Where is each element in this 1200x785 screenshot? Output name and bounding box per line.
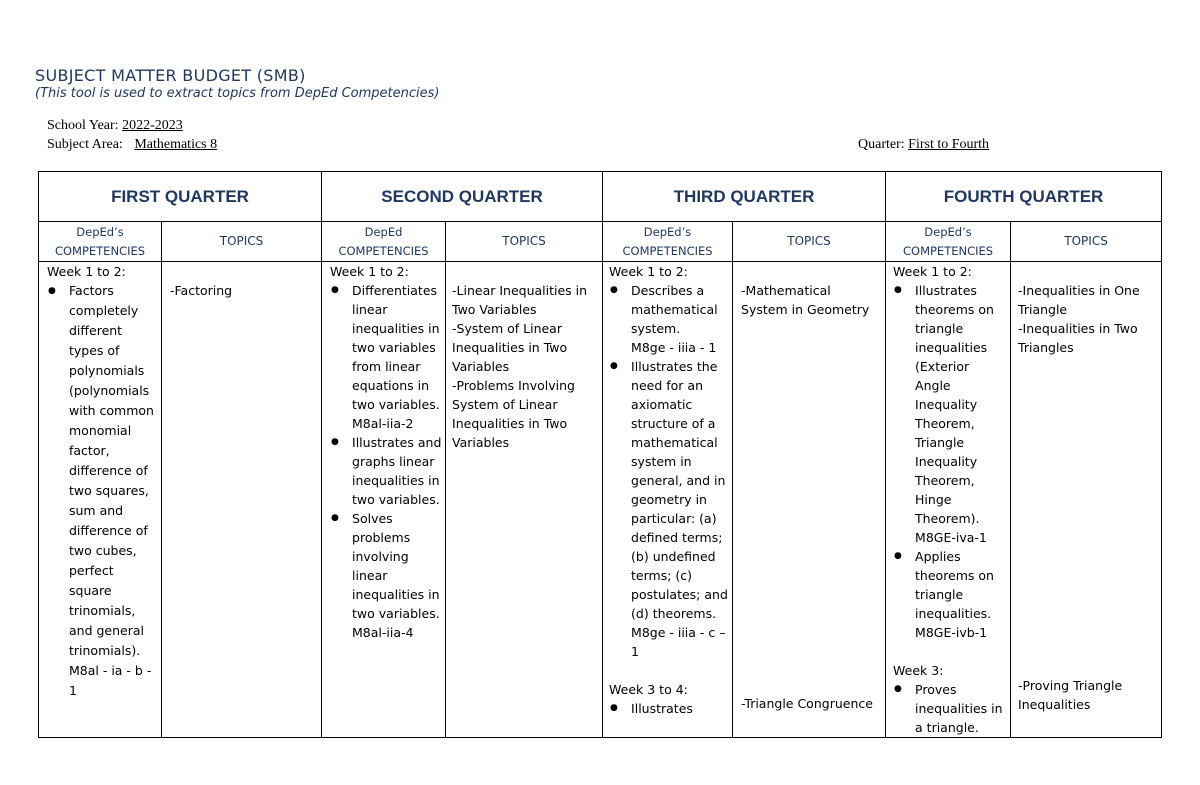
quarter-line bbox=[858, 137, 989, 153]
q2-competencies-header: DepEd COMPETENCIES bbox=[322, 222, 446, 262]
content-row bbox=[39, 262, 1162, 738]
q2-topic-item-2: -System of Linear Inequalities in Two Variables bbox=[452, 321, 568, 374]
q2-competencies-cell bbox=[322, 262, 446, 738]
q4-competency-item-1 bbox=[893, 281, 1008, 547]
school-year-value: 2022-2023 bbox=[122, 118, 183, 133]
q2-week-label: Week 1 to 2: bbox=[330, 264, 409, 279]
q2-topics-header: TOPICS bbox=[446, 222, 603, 262]
q1-competency-item: ● Factors completely different types of polynomials (polynomials with common monomial factor, difference of two squares, sum and difference of two cubes, perfect square trinomials, and general trinomials). M8al - ia - b - 1 bbox=[47, 281, 155, 701]
first-quarter-heading: FIRST QUARTER bbox=[39, 172, 322, 222]
document-subtitle: (This tool is used to extract topics from DepEd Competencies) bbox=[35, 86, 440, 101]
subject-area-value: Mathematics 8 bbox=[134, 137, 218, 152]
q3-competency-text-2: Illustrates the need for an axiomatic structure of a mathematical system in general, and in geometry in particular: (a) defined terms; (b) undefined terms; (c) postulates; and (d) theorems. bbox=[631, 359, 728, 621]
q2-competency-item-3: ● Solves problems involving linear inequalities in two variables. M8al-iia-4 bbox=[330, 509, 443, 642]
q3-competency-code-2: M8ge - iiia - c – 1 bbox=[631, 625, 726, 659]
document-title: SUBJECT MATTER BUDGET (SMB) bbox=[35, 66, 306, 85]
q1-competencies-cell bbox=[39, 262, 162, 738]
q4-topics-cell bbox=[1011, 262, 1162, 738]
q4-topic-item-1: -Inequalities in One Triangle bbox=[1018, 283, 1140, 317]
q3-competencies-cell bbox=[603, 262, 733, 738]
q4-topic-item-2: -Inequalities in Two Triangles bbox=[1018, 321, 1138, 355]
q3-topic-item-2: -Triangle Congruence bbox=[741, 696, 873, 711]
q4-competency-code-2: M8GE-ivb-1 bbox=[915, 625, 988, 640]
school-year-label: School Year: bbox=[47, 118, 119, 133]
q3-competencies-header: DepEd’s COMPETENCIES bbox=[603, 222, 733, 262]
q2-competency-item-1: ● Differentiates linear inequalities in two variables from linear equations in two variables. M8al-iia-2 bbox=[330, 281, 443, 433]
subject-area-line bbox=[47, 137, 217, 153]
q4-week-label-2: Week 3: bbox=[893, 663, 944, 678]
q4-topic-item-3: -Proving Triangle Inequalities bbox=[1018, 678, 1123, 712]
second-quarter-heading: SECOND QUARTER bbox=[322, 172, 603, 222]
q3-competency-item-2 bbox=[609, 357, 730, 661]
q2-topic-item-3: -Problems Involving System of Linear Inequalities in Two Variables bbox=[452, 378, 575, 450]
q2-topics-cell bbox=[446, 262, 603, 738]
third-quarter-heading: THIRD QUARTER bbox=[603, 172, 886, 222]
quarter-header-row bbox=[39, 172, 1162, 222]
q4-competency-item-2 bbox=[893, 547, 1008, 642]
q3-topics-cell bbox=[733, 262, 886, 738]
quarter-label: Quarter: bbox=[858, 137, 905, 152]
fourth-quarter-heading: FOURTH QUARTER bbox=[886, 172, 1162, 222]
q1-week-label: Week 1 to 2: bbox=[47, 264, 126, 279]
q4-week-label-1: Week 1 to 2: bbox=[893, 264, 972, 279]
q3-competency-item-3: ● Illustrates bbox=[609, 699, 730, 718]
q1-topics-cell bbox=[162, 262, 322, 738]
q3-competency-text-1: Describes a mathematical system. bbox=[631, 283, 718, 336]
q4-competencies-cell bbox=[886, 262, 1011, 738]
q3-week-label-2: Week 3 to 4: bbox=[609, 682, 688, 697]
q3-competency-code-1: M8ge - iiia - 1 bbox=[631, 340, 717, 355]
q4-competency-text-1: Illustrates theorems on triangle inequalities (Exterior Angle Inequality Theorem, Triangle Inequality Theorem, Hinge Theorem). bbox=[915, 283, 994, 526]
q4-competency-text-2: Applies theorems on triangle inequalities. bbox=[915, 549, 994, 621]
subject-area-label: Subject Area: bbox=[47, 137, 123, 152]
q3-topic-item-1: -Mathematical System in Geometry bbox=[741, 283, 870, 317]
q4-competency-item-3: ● Proves inequalities in a triangle. bbox=[893, 680, 1008, 737]
q1-topics-header: TOPICS bbox=[162, 222, 322, 262]
q4-competencies-header: DepEd’s COMPETENCIES bbox=[886, 222, 1011, 262]
school-year-line bbox=[47, 118, 183, 134]
q3-week-label-1: Week 1 to 2: bbox=[609, 264, 688, 279]
q4-competency-code-1: M8GE-iva-1 bbox=[915, 530, 987, 545]
column-header-row bbox=[39, 222, 1162, 262]
q1-topic-item: -Factoring bbox=[170, 283, 233, 298]
q2-topic-item-1: -Linear Inequalities in Two Variables bbox=[452, 283, 588, 317]
q1-competencies-header: DepEd’s COMPETENCIES bbox=[39, 222, 162, 262]
q3-competency-item-1 bbox=[609, 281, 730, 357]
q2-competency-item-2: ● Illustrates and graphs linear inequalities in two variables. bbox=[330, 433, 443, 509]
smb-table bbox=[38, 171, 1162, 738]
q4-topics-header: TOPICS bbox=[1011, 222, 1162, 262]
quarter-value: First to Fourth bbox=[908, 137, 990, 152]
q3-topics-header: TOPICS bbox=[733, 222, 886, 262]
